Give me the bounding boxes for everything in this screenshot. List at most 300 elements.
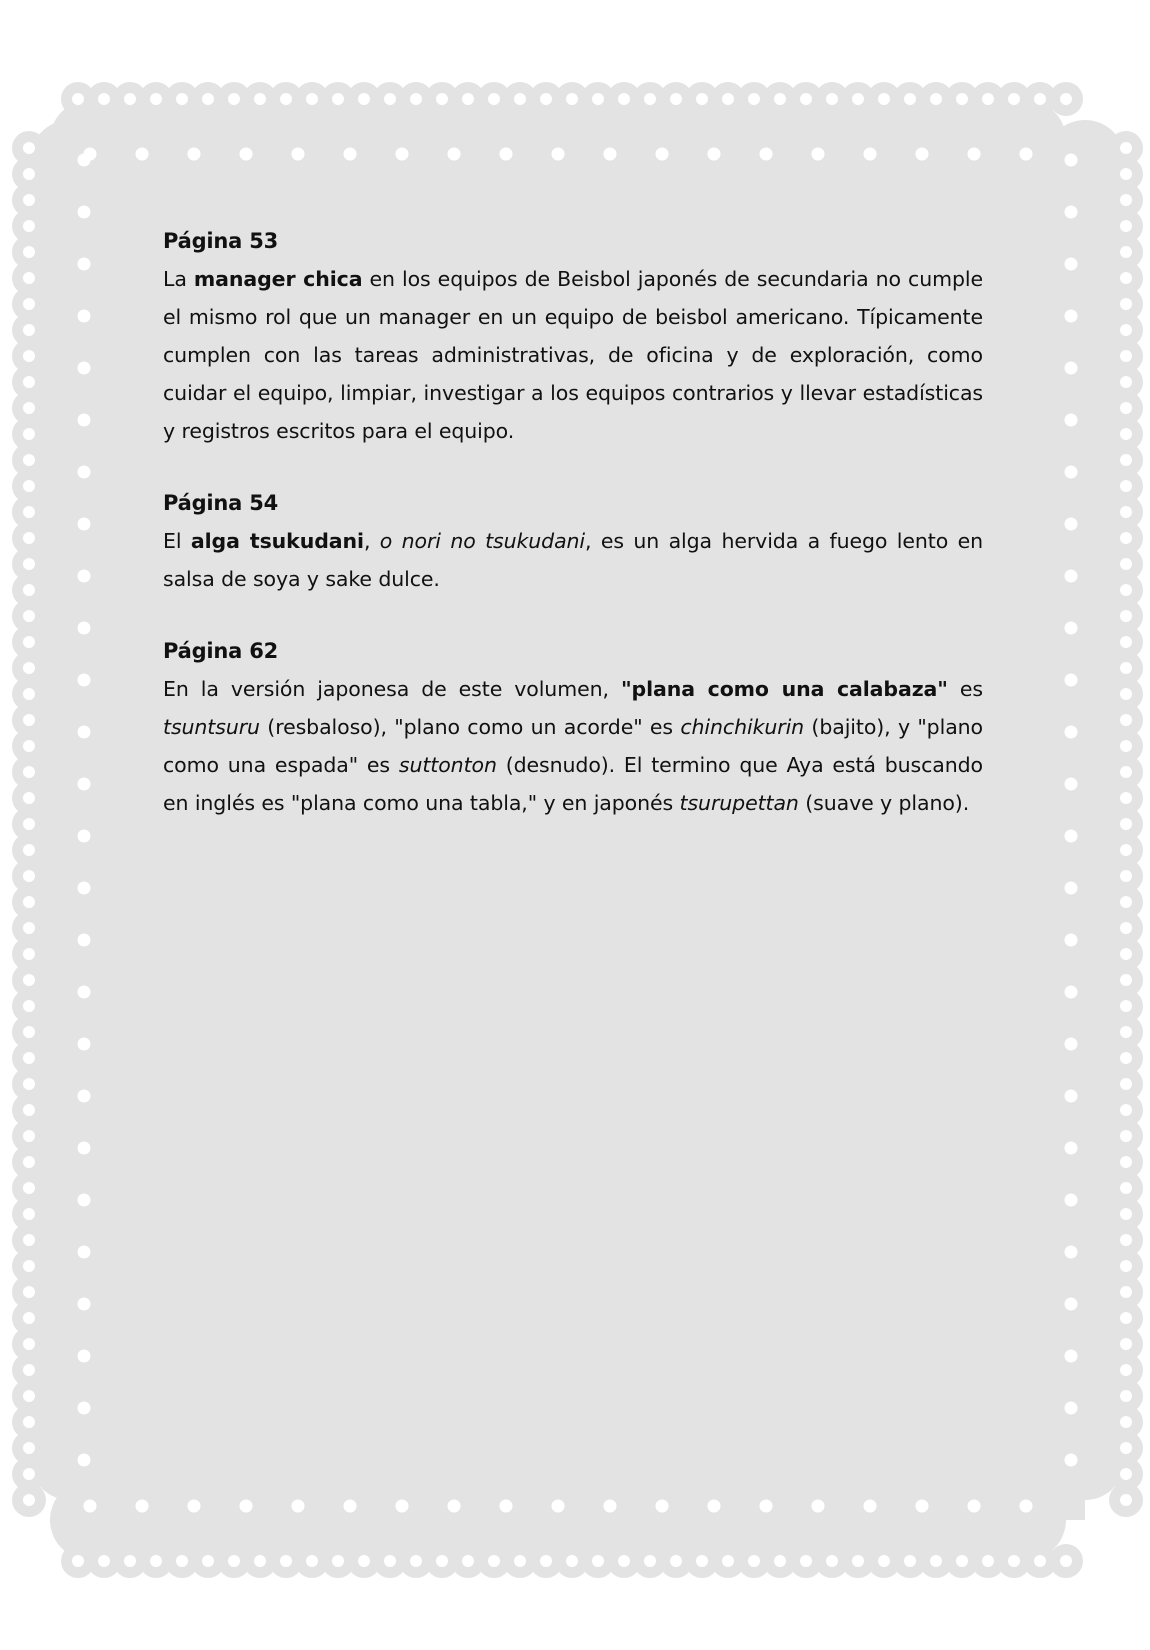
note-section <box>163 636 983 822</box>
lace-eyelet <box>566 1555 578 1567</box>
lace-eyelet <box>800 1555 812 1567</box>
lace-eyelet <box>78 466 91 479</box>
note-paragraph <box>163 670 983 822</box>
lace-eyelet <box>1120 1468 1132 1480</box>
lace-eyelet <box>202 93 214 105</box>
lace-eyelet <box>23 844 35 856</box>
lace-eyelet <box>1120 922 1132 934</box>
lace-eyelet <box>23 610 35 622</box>
lace-eyelet <box>552 1500 565 1513</box>
italic-term: tsuntsuru <box>163 715 260 739</box>
text-run: es <box>947 677 983 701</box>
lace-eyelet <box>1065 258 1078 271</box>
lace-eyelet <box>23 1260 35 1272</box>
lace-eyelet <box>1120 662 1132 674</box>
lace-eyelet <box>1120 1494 1132 1506</box>
lace-eyelet <box>23 896 35 908</box>
lace-eyelet <box>23 1130 35 1142</box>
lace-eyelet <box>23 1364 35 1376</box>
lace-eyelet <box>1065 570 1078 583</box>
lace-eyelet <box>670 1555 682 1567</box>
lace-eyelet <box>1060 1555 1072 1567</box>
lace-eyelet <box>1065 518 1078 531</box>
lace-eyelet <box>1065 1454 1078 1467</box>
lace-eyelet <box>1120 948 1132 960</box>
italic-term: chinchikurin <box>680 715 805 739</box>
lace-eyelet <box>1065 154 1078 167</box>
lace-eyelet <box>23 636 35 648</box>
lace-eyelet <box>124 93 136 105</box>
lace-eyelet <box>240 1500 253 1513</box>
lace-eyelet <box>228 93 240 105</box>
lace-eyelet <box>1120 1052 1132 1064</box>
lace-eyelet <box>188 148 201 161</box>
lace-eyelet <box>384 1555 396 1567</box>
lace-eyelet <box>23 740 35 752</box>
page-reference-heading: Página 53 <box>163 229 279 253</box>
lace-eyelet <box>1065 1090 1078 1103</box>
lace-eyelet <box>1034 93 1046 105</box>
lace-eyelet <box>78 830 91 843</box>
lace-eyelet <box>78 1038 91 1051</box>
lace-eyelet <box>332 93 344 105</box>
lace-eyelet <box>1020 1500 1033 1513</box>
lace-eyelet <box>448 1500 461 1513</box>
lace-eyelet <box>1065 1298 1078 1311</box>
lace-eyelet <box>852 1555 864 1567</box>
lace-eyelet <box>1065 310 1078 323</box>
lace-eyelet <box>78 1402 91 1415</box>
lace-eyelet <box>670 93 682 105</box>
lace-eyelet <box>23 792 35 804</box>
lace-eyelet <box>410 1555 422 1567</box>
lace-eyelet <box>23 1052 35 1064</box>
lace-eyelet <box>23 454 35 466</box>
note-paragraph <box>163 260 983 450</box>
lace-eyelet <box>552 148 565 161</box>
lace-eyelet <box>23 324 35 336</box>
lace-eyelet <box>72 93 84 105</box>
lace-eyelet <box>1065 674 1078 687</box>
italic-term: tsurupettan <box>679 791 799 815</box>
text-run: En la versión japonesa de este volumen, <box>163 677 621 701</box>
lace-eyelet <box>1120 168 1132 180</box>
lace-eyelet <box>78 1142 91 1155</box>
lace-eyelet <box>23 1104 35 1116</box>
lace-eyelet <box>1120 1312 1132 1324</box>
lace-eyelet <box>23 246 35 258</box>
lace-eyelet <box>1120 896 1132 908</box>
text-run: (resbaloso), "plano como un acorde" es <box>259 715 681 739</box>
lace-eyelet <box>23 220 35 232</box>
lace-eyelet <box>1120 1026 1132 1038</box>
lace-eyelet <box>1034 1555 1046 1567</box>
lace-eyelet <box>1120 688 1132 700</box>
lace-eyelet <box>1120 454 1132 466</box>
lace-eyelet <box>23 1000 35 1012</box>
lace-eyelet <box>23 766 35 778</box>
lace-eyelet <box>176 93 188 105</box>
lace-eyelet <box>1120 1390 1132 1402</box>
lace-eyelet <box>23 350 35 362</box>
lace-eyelet <box>240 148 253 161</box>
text-run: (desnudo). El termino que Aya está buscando en inglés es "plana como una tabla," y en japonés <box>163 753 984 815</box>
lace-eyelet <box>1120 1182 1132 1194</box>
lace-eyelet <box>592 1555 604 1567</box>
lace-eyelet <box>1120 1364 1132 1376</box>
lace-eyelet <box>1120 1286 1132 1298</box>
lace-eyelet <box>1065 466 1078 479</box>
lace-eyelet <box>1120 1000 1132 1012</box>
lace-eyelet <box>1120 402 1132 414</box>
lace-eyelet <box>306 93 318 105</box>
lace-eyelet <box>78 154 91 167</box>
lace-eyelet <box>1065 830 1078 843</box>
lace-eyelet <box>760 1500 773 1513</box>
lace-eyelet <box>23 1182 35 1194</box>
lace-eyelet <box>1065 1038 1078 1051</box>
text-run: El <box>163 529 191 553</box>
lace-eyelet <box>488 93 500 105</box>
lace-eyelet <box>23 1338 35 1350</box>
lace-eyelet <box>1065 934 1078 947</box>
lace-eyelet <box>23 532 35 544</box>
lace-eyelet <box>23 688 35 700</box>
lace-eyelet <box>696 1555 708 1567</box>
lace-eyelet <box>1120 194 1132 206</box>
lace-eyelet <box>1120 324 1132 336</box>
lace-eyelet <box>1120 1156 1132 1168</box>
lace-eyelet <box>1120 1078 1132 1090</box>
lace-eyelet <box>774 1555 786 1567</box>
text-run: , es un alga hervida a fuego lento en salsa de soya y sake dulce. <box>163 529 983 591</box>
lace-eyelet <box>78 674 91 687</box>
lace-eyelet <box>306 1555 318 1567</box>
lace-eyelet <box>78 1194 91 1207</box>
lace-eyelet <box>280 1555 292 1567</box>
lace-eyelet <box>1065 986 1078 999</box>
lace-eyelet <box>1120 220 1132 232</box>
lace-eyelet <box>878 1555 890 1567</box>
lace-eyelet <box>23 194 35 206</box>
lace-eyelet <box>23 1234 35 1246</box>
lace-eyelet <box>396 148 409 161</box>
lace-eyelet <box>72 1555 84 1567</box>
lace-eyelet <box>644 93 656 105</box>
lace-eyelet <box>23 948 35 960</box>
lace-eyelet <box>23 168 35 180</box>
lace-eyelet <box>254 1555 266 1567</box>
lace-eyelet <box>228 1555 240 1567</box>
lace-eyelet <box>23 558 35 570</box>
lace-eyelet <box>1120 558 1132 570</box>
bold-term: manager chica <box>193 267 363 291</box>
lace-eyelet <box>956 93 968 105</box>
lace-eyelet <box>23 870 35 882</box>
lace-eyelet <box>1065 1142 1078 1155</box>
lace-eyelet <box>800 93 812 105</box>
lace-eyelet <box>618 1555 630 1567</box>
lace-eyelet <box>23 662 35 674</box>
lace-eyelet <box>722 93 734 105</box>
lace-eyelet <box>1120 766 1132 778</box>
lace-eyelet <box>760 148 773 161</box>
lace-eyelet <box>708 148 721 161</box>
lace-eyelet <box>150 93 162 105</box>
lace-eyelet <box>410 93 422 105</box>
text-run: en los equipos de Beisbol japonés de secundaria no cumple el mismo rol que un manager en un equipo de beisbol americano. Típicamente cumplen con las tareas administrativas, de oficina y de exploración, como cuidar el equipo, limpiar, investigar a los equipos contrarios y llevar estadísticas y registros escritos para el equipo. <box>163 267 983 443</box>
lace-eyelet <box>78 1350 91 1363</box>
lace-eyelet <box>1065 726 1078 739</box>
lace-eyelet <box>916 1500 929 1513</box>
lace-eyelet <box>78 1090 91 1103</box>
lace-eyelet <box>1120 1260 1132 1272</box>
lace-eyelet <box>904 1555 916 1567</box>
lace-eyelet <box>1120 142 1132 154</box>
lace-eyelet <box>1120 1130 1132 1142</box>
lace-eyelet <box>812 1500 825 1513</box>
lace-eyelet <box>1120 298 1132 310</box>
lace-eyelet <box>150 1555 162 1567</box>
lace-eyelet <box>540 93 552 105</box>
lace-eyelet <box>1065 882 1078 895</box>
lace-eyelet <box>23 1078 35 1090</box>
lace-eyelet <box>78 1298 91 1311</box>
lace-eyelet <box>1120 870 1132 882</box>
lace-eyelet <box>514 93 526 105</box>
lace-eyelet <box>1120 480 1132 492</box>
lace-eyelet <box>280 93 292 105</box>
lace-eyelet <box>78 362 91 375</box>
lace-eyelet <box>1120 1234 1132 1246</box>
note-paragraph <box>163 522 983 598</box>
lace-eyelet <box>1120 844 1132 856</box>
lace-eyelet <box>748 93 760 105</box>
lace-eyelet <box>202 1555 214 1567</box>
notes-content <box>163 226 983 860</box>
lace-eyelet <box>462 93 474 105</box>
lace-eyelet <box>136 1500 149 1513</box>
lace-eyelet <box>448 148 461 161</box>
text-run: (suave y plano). <box>798 791 970 815</box>
lace-eyelet <box>23 402 35 414</box>
lace-eyelet <box>488 1555 500 1567</box>
lace-eyelet <box>78 882 91 895</box>
lace-eyelet <box>23 714 35 726</box>
bold-term: alga tsukudani <box>190 529 364 553</box>
lace-eyelet <box>23 1026 35 1038</box>
lace-eyelet <box>1120 1104 1132 1116</box>
lace-eyelet <box>188 1500 201 1513</box>
lace-eyelet <box>292 1500 305 1513</box>
lace-eyelet <box>23 1468 35 1480</box>
lace-eyelet <box>1065 1194 1078 1207</box>
lace-eyelet <box>1120 584 1132 596</box>
lace-eyelet <box>78 310 91 323</box>
lace-eyelet <box>1120 818 1132 830</box>
lace-eyelet <box>23 506 35 518</box>
text-run: , <box>363 529 380 553</box>
lace-eyelet <box>1065 622 1078 635</box>
lace-eyelet <box>930 93 942 105</box>
lace-eyelet <box>78 1454 91 1467</box>
lace-eyelet <box>292 148 305 161</box>
lace-eyelet <box>774 93 786 105</box>
lace-eyelet <box>1120 428 1132 440</box>
lace-eyelet <box>1120 974 1132 986</box>
lace-eyelet <box>23 1156 35 1168</box>
lace-eyelet <box>826 93 838 105</box>
lace-eyelet <box>23 1390 35 1402</box>
lace-eyelet <box>23 1312 35 1324</box>
text-run: (bajito), y "plano como una espada" es <box>163 715 983 777</box>
lace-eyelet <box>78 778 91 791</box>
lace-eyelet <box>604 148 617 161</box>
lace-eyelet <box>878 93 890 105</box>
lace-eyelet <box>1120 506 1132 518</box>
lace-eyelet <box>748 1555 760 1567</box>
lace-eyelet <box>604 1500 617 1513</box>
lace-eyelet <box>708 1500 721 1513</box>
lace-eyelet <box>358 93 370 105</box>
lace-eyelet <box>1120 376 1132 388</box>
lace-eyelet <box>78 206 91 219</box>
lace-eyelet <box>930 1555 942 1567</box>
lace-eyelet <box>254 93 266 105</box>
lace-eyelet <box>1065 206 1078 219</box>
lace-eyelet <box>98 1555 110 1567</box>
lace-eyelet <box>656 148 669 161</box>
lace-eyelet <box>864 1500 877 1513</box>
lace-eyelet <box>904 93 916 105</box>
lace-eyelet <box>500 1500 513 1513</box>
lace-eyelet <box>852 93 864 105</box>
lace-eyelet <box>968 148 981 161</box>
lace-eyelet <box>540 1555 552 1567</box>
lace-eyelet <box>384 93 396 105</box>
lace-eyelet <box>23 974 35 986</box>
lace-eyelet <box>23 428 35 440</box>
lace-eyelet <box>436 93 448 105</box>
lace-eyelet <box>1120 1208 1132 1220</box>
lace-eyelet <box>176 1555 188 1567</box>
lace-eyelet <box>1120 272 1132 284</box>
lace-eyelet <box>78 986 91 999</box>
lace-eyelet <box>1120 714 1132 726</box>
lace-eyelet <box>78 726 91 739</box>
lace-eyelet <box>23 1208 35 1220</box>
lace-eyelet <box>396 1500 409 1513</box>
lace-eyelet <box>23 1286 35 1298</box>
bold-term: "plana como una calabaza" <box>620 677 948 701</box>
lace-eyelet <box>1060 93 1072 105</box>
lace-eyelet <box>968 1500 981 1513</box>
lace-eyelet <box>78 1246 91 1259</box>
lace-eyelet <box>500 148 513 161</box>
lace-eyelet <box>23 142 35 154</box>
lace-eyelet <box>1065 1350 1078 1363</box>
lace-eyelet <box>812 148 825 161</box>
page-reference-heading: Página 54 <box>163 491 279 515</box>
lace-eyelet <box>78 934 91 947</box>
lace-eyelet <box>618 93 630 105</box>
lace-eyelet <box>23 1416 35 1428</box>
lace-eyelet <box>344 1500 357 1513</box>
lace-eyelet <box>864 148 877 161</box>
lace-eyelet <box>566 93 578 105</box>
text-run: La <box>163 267 194 291</box>
lace-eyelet <box>722 1555 734 1567</box>
lace-eyelet <box>78 518 91 531</box>
lace-eyelet <box>1120 792 1132 804</box>
lace-eyelet <box>1120 246 1132 258</box>
lace-eyelet <box>1065 362 1078 375</box>
lace-eyelet <box>78 622 91 635</box>
note-section <box>163 226 983 450</box>
lace-eyelet <box>592 93 604 105</box>
lace-eyelet <box>23 1494 35 1506</box>
lace-eyelet <box>1120 1338 1132 1350</box>
lace-eyelet <box>916 148 929 161</box>
lace-eyelet <box>1020 148 1033 161</box>
italic-term: suttonton <box>398 753 497 777</box>
lace-eyelet <box>1065 414 1078 427</box>
lace-eyelet <box>956 1555 968 1567</box>
lace-eyelet <box>84 1500 97 1513</box>
lace-eyelet <box>1065 778 1078 791</box>
italic-term: o nori no tsukudani <box>379 529 586 553</box>
lace-eyelet <box>358 1555 370 1567</box>
page-reference-heading: Página 62 <box>163 639 279 663</box>
lace-eyelet <box>1120 610 1132 622</box>
lace-eyelet <box>1120 350 1132 362</box>
lace-eyelet <box>1008 1555 1020 1567</box>
lace-eyelet <box>23 584 35 596</box>
lace-eyelet <box>826 1555 838 1567</box>
lace-eyelet <box>98 93 110 105</box>
lace-eyelet <box>1065 1402 1078 1415</box>
lace-eyelet <box>696 93 708 105</box>
lace-eyelet <box>462 1555 474 1567</box>
lace-eyelet <box>78 258 91 271</box>
lace-eyelet <box>1120 532 1132 544</box>
lace-eyelet <box>78 414 91 427</box>
lace-eyelet <box>136 148 149 161</box>
lace-eyelet <box>982 93 994 105</box>
lace-eyelet <box>23 922 35 934</box>
lace-eyelet <box>514 1555 526 1567</box>
lace-eyelet <box>23 1442 35 1454</box>
lace-eyelet <box>1120 1442 1132 1454</box>
lace-eyelet <box>436 1555 448 1567</box>
lace-eyelet <box>23 298 35 310</box>
lace-eyelet <box>332 1555 344 1567</box>
lace-eyelet <box>124 1555 136 1567</box>
lace-eyelet <box>1120 740 1132 752</box>
lace-eyelet <box>23 480 35 492</box>
lace-eyelet <box>344 148 357 161</box>
lace-eyelet <box>23 376 35 388</box>
lace-eyelet <box>1008 93 1020 105</box>
lace-eyelet <box>78 570 91 583</box>
lace-eyelet <box>23 818 35 830</box>
lace-eyelet <box>23 272 35 284</box>
lace-eyelet <box>1120 1416 1132 1428</box>
lace-eyelet <box>982 1555 994 1567</box>
lace-eyelet <box>644 1555 656 1567</box>
note-section <box>163 488 983 598</box>
lace-eyelet <box>656 1500 669 1513</box>
